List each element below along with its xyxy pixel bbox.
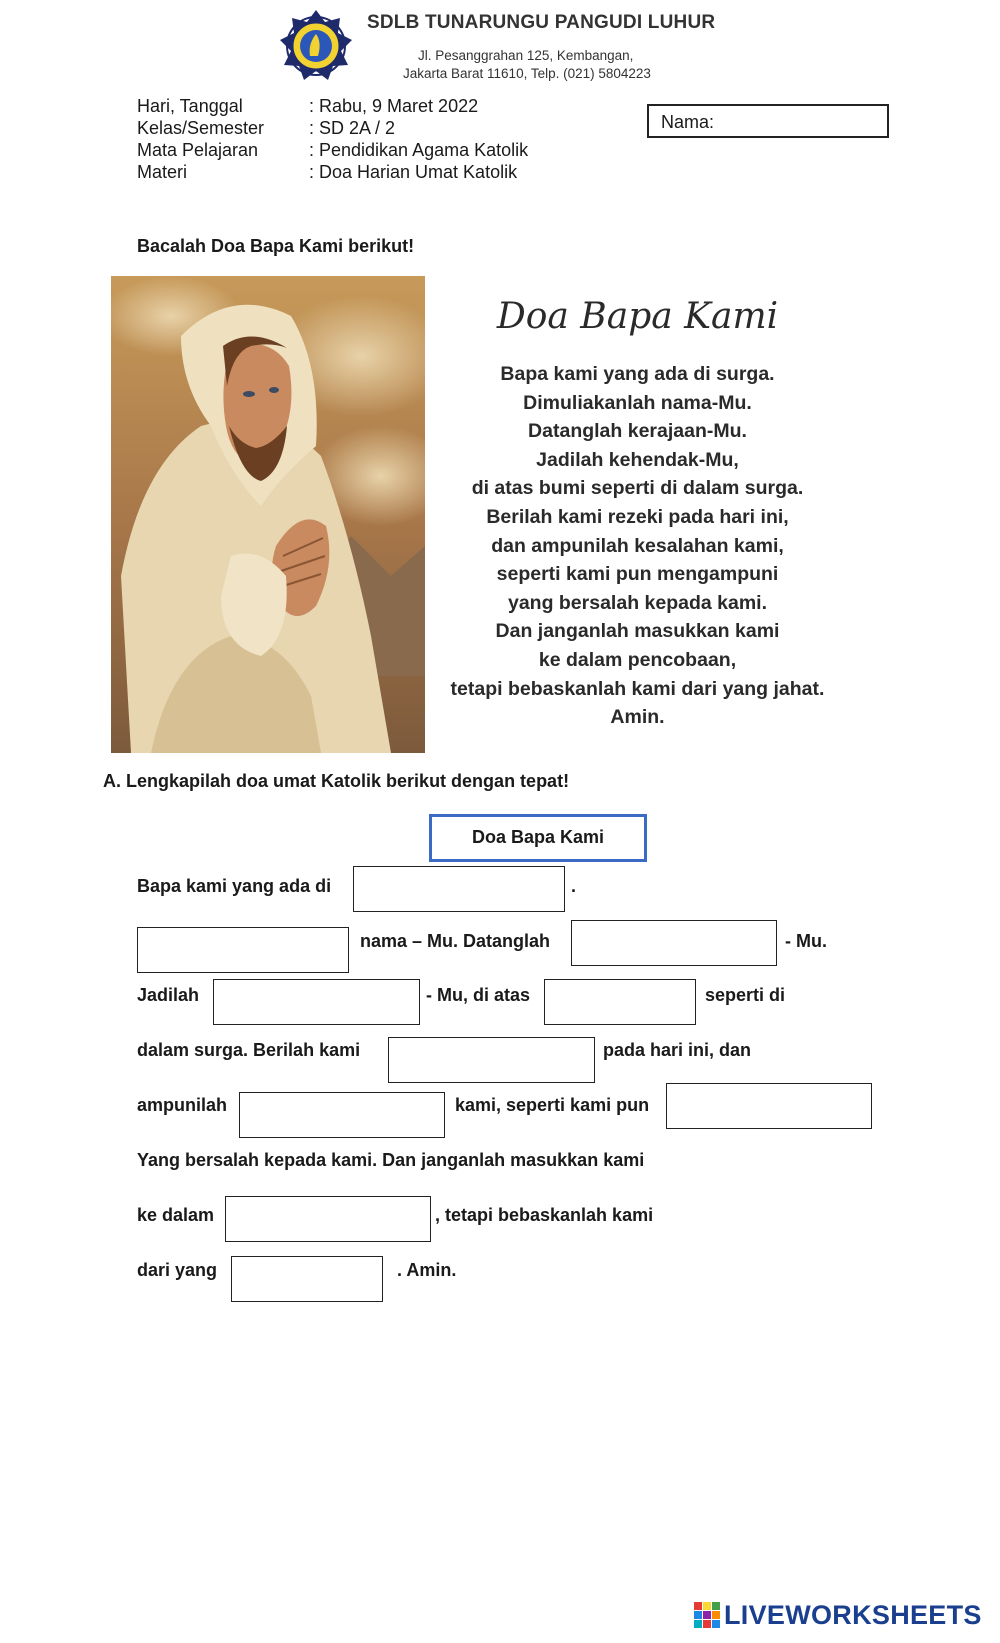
answer-box-9[interactable] bbox=[225, 1196, 431, 1242]
answer-box-4[interactable] bbox=[213, 979, 420, 1025]
info-row bbox=[137, 95, 528, 117]
prayer-title: Doa Bapa Kami bbox=[496, 296, 779, 337]
prayer-line: Datanglah kerajaan-Mu. bbox=[528, 420, 747, 443]
school-address: Jl. Pesanggrahan 125, Kembangan, bbox=[418, 48, 634, 63]
name-label: Nama: bbox=[661, 112, 715, 132]
info-label: Hari, Tanggal bbox=[137, 96, 243, 116]
info-value: : Doa Harian Umat Katolik bbox=[309, 162, 518, 182]
prayer-line: yang bersalah kepada kami. bbox=[507, 591, 768, 614]
exercise-text: Bapa kami yang ada di bbox=[137, 876, 332, 896]
exercise-text: . bbox=[571, 876, 577, 896]
exercise-text: , tetapi bebaskanlah kami bbox=[435, 1205, 654, 1225]
prayer-line: dan ampunilah kesalahan kami, bbox=[491, 534, 784, 557]
answer-box-5[interactable] bbox=[544, 979, 696, 1025]
exercise-text: dalam surga. Berilah kami bbox=[137, 1040, 361, 1060]
prayer-line: Dimuliakanlah nama-Mu. bbox=[523, 391, 752, 414]
answer-box-7[interactable] bbox=[239, 1092, 445, 1138]
exercise-text: nama – Mu. Datanglah bbox=[360, 931, 551, 951]
prayer-line: tetapi bebaskanlah kami dari yang jahat. bbox=[450, 677, 825, 700]
info-row bbox=[137, 117, 528, 139]
answer-box-1[interactable] bbox=[353, 866, 565, 912]
exercise-text: - Mu. bbox=[785, 931, 827, 951]
prayer-line: Berilah kami rezeki pada hari ini, bbox=[486, 505, 789, 528]
worksheet-info bbox=[137, 95, 528, 183]
exercise-text: dari yang bbox=[137, 1260, 218, 1280]
prayer-line: di atas bumi seperti di dalam surga. bbox=[471, 477, 804, 500]
prayer-line: Jadilah kehendak-Mu, bbox=[536, 448, 739, 471]
prayer-text bbox=[420, 360, 855, 732]
school-name: SDLB TUNARUNGU PANGUDI LUHUR bbox=[367, 12, 716, 33]
exercise-text: ampunilah bbox=[137, 1095, 228, 1115]
info-row bbox=[137, 139, 528, 161]
info-label: Materi bbox=[137, 162, 188, 182]
answer-box-2[interactable] bbox=[137, 927, 349, 973]
exercise-text: . Amin. bbox=[397, 1260, 457, 1280]
answer-box-10[interactable] bbox=[231, 1256, 383, 1302]
info-value: : Pendidikan Agama Katolik bbox=[309, 140, 529, 160]
exercise-text: pada hari ini, dan bbox=[603, 1040, 752, 1060]
prayer-line: seperti kami pun mengampuni bbox=[496, 563, 779, 586]
info-row bbox=[137, 161, 528, 183]
exercise-text: - Mu, di atas bbox=[426, 985, 531, 1005]
answer-box-3[interactable] bbox=[571, 920, 777, 966]
exercise-text: ke dalam bbox=[137, 1205, 215, 1225]
prayer-line: ke dalam pencobaan, bbox=[538, 648, 737, 671]
exercise-text: seperti di bbox=[705, 985, 786, 1005]
info-value: : Rabu, 9 Maret 2022 bbox=[309, 96, 479, 116]
praying-jesus-picture bbox=[111, 276, 425, 753]
prayer-line: Amin. bbox=[610, 706, 665, 729]
prayer-line: Bapa kami yang ada di surga. bbox=[500, 363, 775, 385]
exercise-text: Yang bersalah kepada kami. Dan janganlah masukkan kami bbox=[137, 1150, 645, 1170]
school-logo-icon bbox=[278, 8, 354, 84]
info-value: : SD 2A / 2 bbox=[309, 118, 396, 138]
section-a-heading: A. Lengkapilah doa umat Katolik berikut dengan tepat! bbox=[103, 771, 570, 791]
exercise-title: Doa Bapa Kami bbox=[429, 814, 647, 862]
reading-instruction: Bacalah Doa Bapa Kami berikut! bbox=[137, 236, 415, 256]
answer-box-6[interactable] bbox=[388, 1037, 595, 1083]
name-field[interactable] bbox=[647, 104, 889, 138]
exercise-text: Jadilah bbox=[137, 985, 200, 1005]
answer-box-8[interactable] bbox=[666, 1083, 872, 1129]
exercise-text: kami, seperti kami pun bbox=[455, 1095, 650, 1115]
liveworksheets-brand: LIVEWORKSHEETS bbox=[724, 1599, 982, 1630]
info-label: Mata Pelajaran bbox=[137, 140, 259, 160]
liveworksheets-footer bbox=[694, 1598, 982, 1632]
school-address-contact: Jakarta Barat 11610, Telp. (021) 5804223 bbox=[403, 66, 651, 81]
info-label: Kelas/Semester bbox=[137, 118, 265, 138]
liveworksheets-logo-icon bbox=[694, 1602, 720, 1628]
prayer-line: Dan janganlah masukkan kami bbox=[495, 620, 780, 643]
